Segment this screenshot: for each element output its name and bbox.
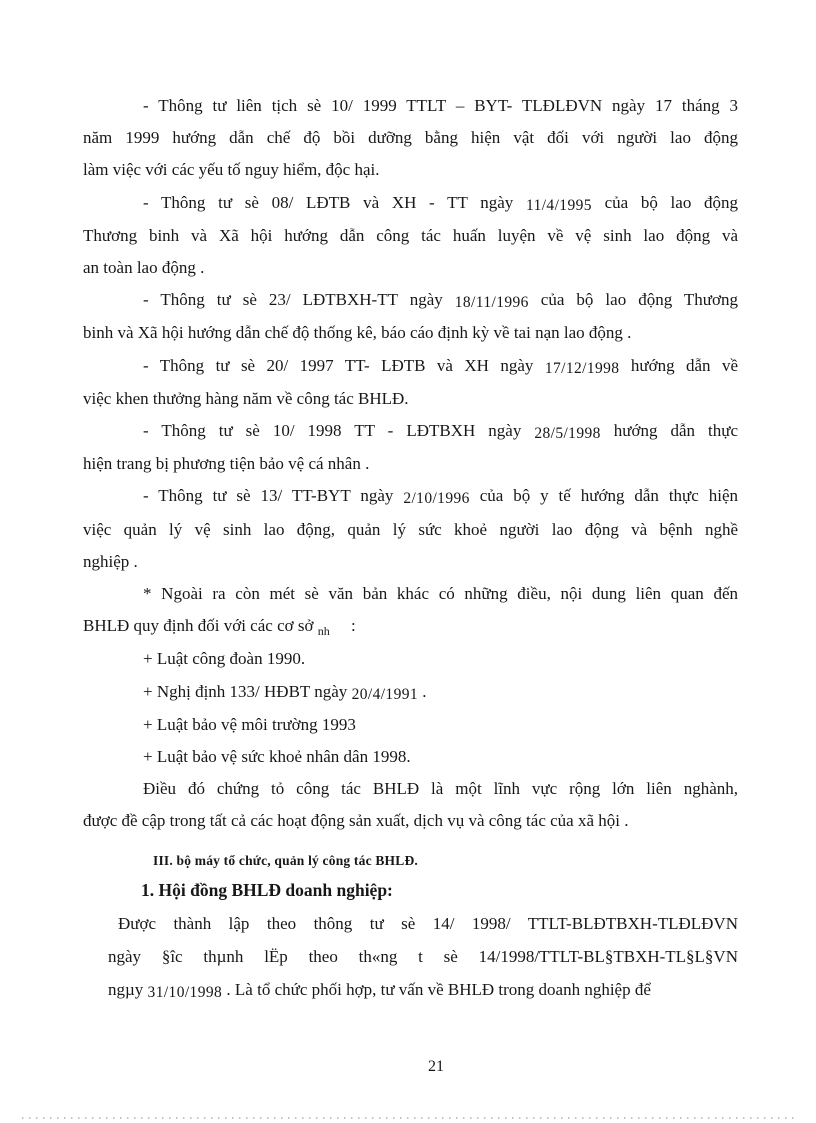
- text-line: [83, 773, 738, 805]
- paragraph: [83, 741, 738, 773]
- body-text: hướng dẫn về: [619, 355, 739, 375]
- text-line: [83, 874, 738, 907]
- body-text: Điều đó chứng tỏ công tác BHLĐ là một lĩnh vực rộng lớn liên nghành,: [143, 779, 738, 799]
- body-text: làm việc với các yếu tố nguy hiểm, độc hại.: [83, 160, 380, 180]
- body-text: nghiệp .: [83, 551, 138, 571]
- paragraph: [83, 187, 738, 285]
- subscript-text: nh: [317, 624, 330, 639]
- text-line: [83, 317, 738, 349]
- paragraph: [83, 480, 738, 578]
- text-line: [83, 546, 738, 578]
- body-text: BHLĐ quy định đối với các cơ sở: [83, 616, 318, 636]
- paragraph: [83, 773, 738, 837]
- document-body: [83, 90, 738, 1007]
- paragraph: [83, 284, 738, 349]
- body-text: ngµy: [108, 979, 148, 999]
- text-line: [83, 610, 738, 643]
- text-line: [83, 90, 738, 122]
- body-text: ngày §îc thµnh lËp theo th«ng t sè 14/1998/TTLT-BL§TBXH-TL§L§VN: [108, 946, 738, 966]
- paragraph: [83, 676, 738, 709]
- page-footer: [83, 1058, 789, 1076]
- body-text: năm 1999 hướng dẫn chế độ bồi dưỡng bằng hiện vật đối với người lao động: [83, 128, 738, 148]
- text-line: [108, 907, 738, 940]
- text-line: [83, 848, 738, 874]
- date-text: 28/5/1998: [534, 425, 601, 443]
- paragraph: [83, 415, 738, 480]
- body-text: * Ngoài ra còn mét sè văn bản khác có những điều, nội dung liên quan đến: [143, 584, 738, 604]
- text-line: [108, 940, 738, 973]
- text-line: [83, 415, 738, 448]
- page-bottom-divider: [22, 1117, 794, 1119]
- body-text: III. bộ máy tổ chức, quản lý công tác BHLĐ.: [153, 852, 418, 868]
- body-text: được đề cập trong tất cả các hoạt động sản xuất, dịch vụ và công tác của xã hội .: [83, 811, 629, 831]
- date-text: 11/4/1995: [526, 196, 592, 214]
- body-text: việc quản lý vệ sinh lao động, quản lý sức khoẻ người lao động và bệnh nghề: [83, 519, 738, 539]
- body-text: binh và Xã hội hướng dẫn chế độ thống kê, báo cáo định kỳ về tai nạn lao động .: [83, 323, 632, 343]
- body-text: + Luật công đoàn 1990.: [143, 649, 306, 669]
- text-line: [108, 973, 738, 1007]
- text-line: [83, 709, 738, 741]
- paragraph: [83, 643, 738, 675]
- date-text: 2/10/1996: [403, 490, 470, 508]
- page-number: 21: [428, 1058, 444, 1075]
- paragraph: [83, 578, 738, 643]
- date-text: 31/10/1998: [147, 983, 223, 1001]
- paragraph: [83, 709, 738, 741]
- body-text: - Thông tư sè 10/ 1998 TT - LĐTBXH ngày: [143, 421, 535, 441]
- body-text: của bộ lao động: [591, 192, 739, 212]
- body-text: an toàn lao động .: [83, 258, 205, 278]
- date-text: 17/12/1998: [544, 359, 620, 377]
- text-line: [83, 805, 738, 837]
- text-line: [83, 480, 738, 513]
- paragraph: [83, 350, 738, 415]
- body-text: - Thông tư liên tịch sè 10/ 1999 TTLT – BYT- TLĐLĐVN ngày 17 tháng 3: [143, 96, 738, 115]
- text-line: [83, 350, 738, 383]
- body-text: + Nghị định 133/ HĐBT ngày: [143, 681, 352, 701]
- text-line: [83, 154, 738, 186]
- text-line: [83, 383, 738, 415]
- text-line: [83, 676, 738, 709]
- text-line: [83, 187, 738, 220]
- body-text: .: [418, 681, 427, 701]
- text-line: [83, 643, 738, 675]
- text-line: [83, 284, 738, 317]
- body-text: - Thông tư sè 08/ LĐTB và XH - TT ngày: [143, 192, 526, 212]
- body-text: - Thông tư sè 20/ 1997 TT- LĐTB và XH ngày: [143, 355, 545, 375]
- text-line: [83, 448, 738, 480]
- body-text: việc khen thưởng hàng năm về công tác BHLĐ.: [83, 388, 409, 408]
- text-line: [83, 578, 738, 610]
- paragraph: [83, 90, 738, 187]
- text-line: [83, 741, 738, 773]
- text-line: [83, 122, 738, 154]
- date-text: 20/4/1991: [351, 685, 419, 703]
- section-heading: [83, 848, 738, 874]
- body-text: . Là tổ chức phối hợp, tư vấn về BHLĐ trong doanh nghiệp để: [222, 979, 651, 999]
- body-text: của bộ lao động Thương: [528, 290, 738, 310]
- body-text: của bộ y tế hướng dẫn thực hiện: [469, 486, 738, 506]
- body-text: - Thông tư sè 13/ TT-BYT ngày: [143, 486, 404, 506]
- body-text: hiện trang bị phương tiện bảo vệ cá nhân .: [83, 454, 370, 474]
- body-text: - Thông tư sè 23/ LĐTBXH-TT ngày: [143, 290, 455, 310]
- subsection-heading: [83, 874, 738, 907]
- date-text: 18/11/1996: [454, 294, 529, 312]
- text-line: [83, 220, 738, 252]
- paragraph: [108, 907, 738, 1007]
- body-text: Thương binh và Xã hội hướng dẫn công tác huấn luyện về vệ sinh lao động và: [83, 225, 738, 245]
- text-line: [83, 252, 738, 284]
- text-line: [83, 514, 738, 546]
- body-text: Được thành lập theo thông tư sè 14/ 1998/ TTLT-BLĐTBXH-TLĐLĐVN: [118, 913, 738, 933]
- body-text: + Luật bảo vệ sức khoẻ nhân dân 1998.: [143, 747, 411, 767]
- body-text: :: [329, 616, 356, 636]
- body-text: + Luật bảo vệ môi trường 1993: [143, 714, 356, 734]
- body-text: hướng dẫn thực: [600, 421, 738, 441]
- body-text: 1. Hội đồng BHLĐ doanh nghiệp:: [141, 879, 393, 900]
